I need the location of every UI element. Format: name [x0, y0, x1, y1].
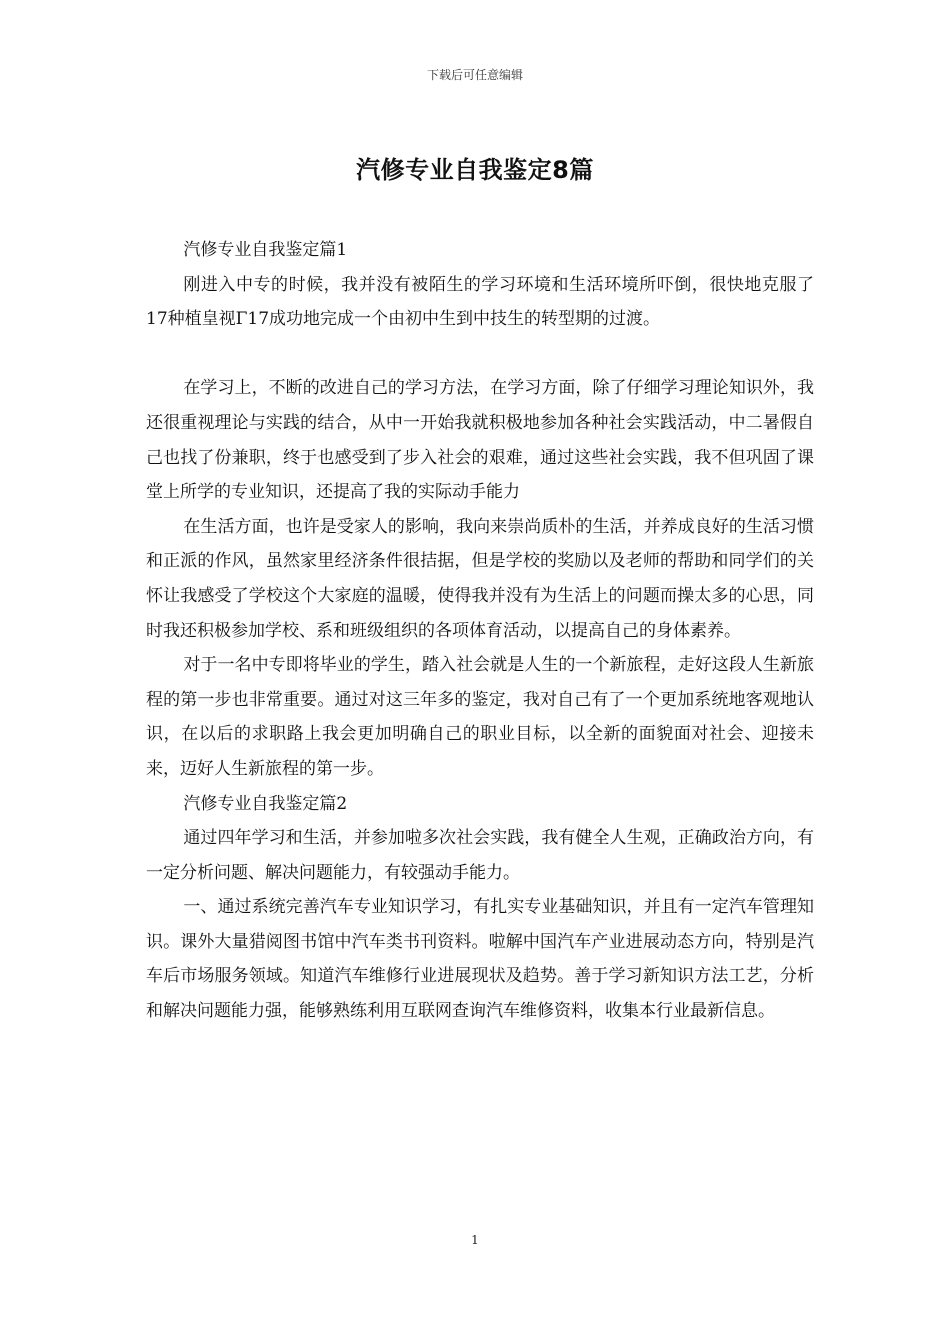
- paragraph: 刚进入中专的时候，我并没有被陌生的学习环境和生活环境所吓倒，很快地克服了17种植皇视Γ17成功地完成一个由初中生到中技生的转型期的过渡。: [146, 274, 814, 330]
- page-number: 1: [471, 1233, 479, 1247]
- document-title: 汽修专业自我鉴定8篇: [356, 156, 594, 184]
- blank-line: [146, 337, 814, 372]
- paragraph: 在生活方面，也许是受家人的影响，我向来崇尚质朴的生活，并养成良好的生活习惯和正派的作风，虽然家里经济条件很拮据，但是学校的奖励以及老师的帮助和同学们的关怀让我感受了学校这个大家庭的温暖，使得我并没有为生活上的问题而操太多的心思，同时我还积极参加学校、系和班级组织的各项体育活动，以提高自己的身体素养。: [146, 516, 814, 641]
- paragraph: 对于一名中专即将毕业的学生，踏入社会就是人生的一个新旅程，走好这段人生新旅程的第一步也非常重要。通过对这三年多的鉴定，我对自己有了一个更加系统地客观地认识，在以后的求职路上我会更加明确自己的职业目标，以全新的面貌面对社会、迎接未来，迈好人生新旅程的第一步。: [146, 655, 814, 779]
- document-body: [146, 233, 814, 1029]
- section-heading-2: 汽修专业自我鉴定篇2: [183, 793, 348, 814]
- paragraph: 在学习上，不断的改进自己的学习方法，在学习方面，除了仔细学习理论知识外，我还很重视理论与实践的结合，从中一开始我就积极地参加各种社会实践活动，中二暑假自己也找了份兼职，终于也感受到了步入社会的艰难，通过这些社会实践，我不但巩固了课堂上所学的专业知识，还提高了我的实际动手能力: [146, 378, 814, 503]
- paragraph: 通过四年学习和生活，并参加啦多次社会实践，我有健全人生观，正确政治方向，有一定分析问题、解决问题能力，有较强动手能力。: [146, 828, 814, 883]
- header-note: 下载后可任意编辑: [426, 68, 523, 82]
- paragraph: 一、通过系统完善汽车专业知识学习，有扎实专业基础知识，并且有一定汽车管理知识。课外大量猎阅图书馆中汽车类书刊资料。啦解中国汽车产业进展动态方向，特别是汽车后市场服务领域。知道汽车维修行业进展现状及趋势。善于学习新知识方法工艺，分析和解决问题能力强，能够熟练利用互联网查询汽车维修资料，收集本行业最新信息。: [146, 897, 814, 1022]
- section-heading-1: 汽修专业自我鉴定篇1: [183, 240, 348, 260]
